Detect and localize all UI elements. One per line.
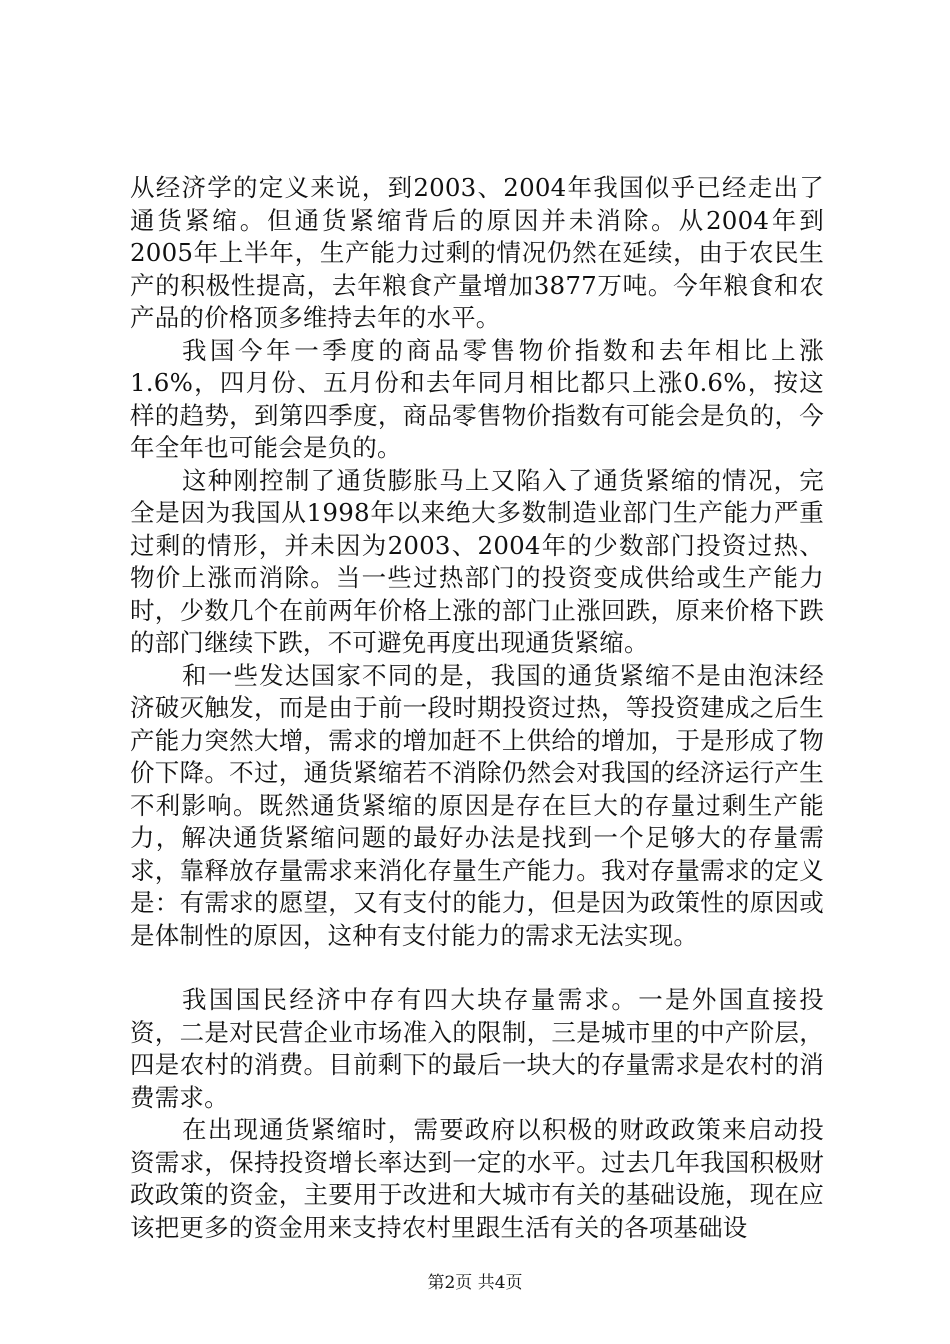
paragraph-4: 和一些发达国家不同的是，我国的通货紧缩不是由泡沫经济破灭触发，而是由于前一段时期投资过热，等投资建成之后生产能力突然大增，需求的增加赶不上供给的增加，于是形成了物价下降。不过，通货紧缩若不消除仍然会对我国的经济运行产生不利影响。既然通货紧缩的原因是存在巨大的存量过剩生产能力，解决通货紧缩问题的最好办法是找到一个足够大的存量需求，靠释放存量需求来消化存量生产能力。我对存量需求的定义是：有需求的愿望，又有支付的能力，但是因为政策性的原因或是体制性的原因，这种有支付能力的需求无法实现。 (130, 660, 824, 950)
paragraph-1: 从经济学的定义来说，到2003、2004年我国似乎已经走出了通货紧缩。但通货紧缩背后的原因并未消除。从2004年到2005年上半年，生产能力过剩的情况仍然在延续，由于农民生产的积极性提高，去年粮食产量增加3877万吨。今年粮食和农产品的价格顶多维持去年的水平。 (130, 173, 824, 332)
page-footer (0, 1272, 950, 1294)
paragraph-6: 在出现通货紧缩时，需要政府以积极的财政政策来启动投资需求，保持投资增长率达到一定的水平。过去几年我国积极财政政策的资金，主要用于改进和大城市有关的基础设施，现在应该把更多的资金用来支持农村里跟生活有关的各项基础设 (130, 1115, 824, 1242)
document-body (130, 172, 824, 1244)
paragraph-spacer (130, 952, 824, 984)
paragraph-5: 我国国民经济中存有四大块存量需求。一是外国直接投资，二是对民营企业市场准入的限制，三是城市里的中产阶层，四是农村的消费。目前剩下的最后一块大的存量需求是农村的消费需求。 (130, 985, 824, 1112)
page-number-label: 第2页 共4页 (427, 1273, 523, 1293)
paragraph-2: 我国今年一季度的商品零售物价指数和去年相比上涨1.6%，四月份、五月份和去年同月相比都只上涨0.6%，按这样的趋势，到第四季度，商品零售物价指数有可能会是负的，今年全年也可能会是负的。 (130, 335, 824, 462)
paragraph-3: 这种刚控制了通货膨胀马上又陷入了通货紧缩的情况，完全是因为我国从1998年以来绝大多数制造业部门生产能力严重过剩的情形，并未因为2003、2004年的少数部门投资过热、物价上涨而消除。当一些过热部门的投资变成供给或生产能力时，少数几个在前两年价格上涨的部门止涨回跌，原来价格下跌的部门继续下跌，不可避免再度出现通货紧缩。 (130, 465, 824, 657)
